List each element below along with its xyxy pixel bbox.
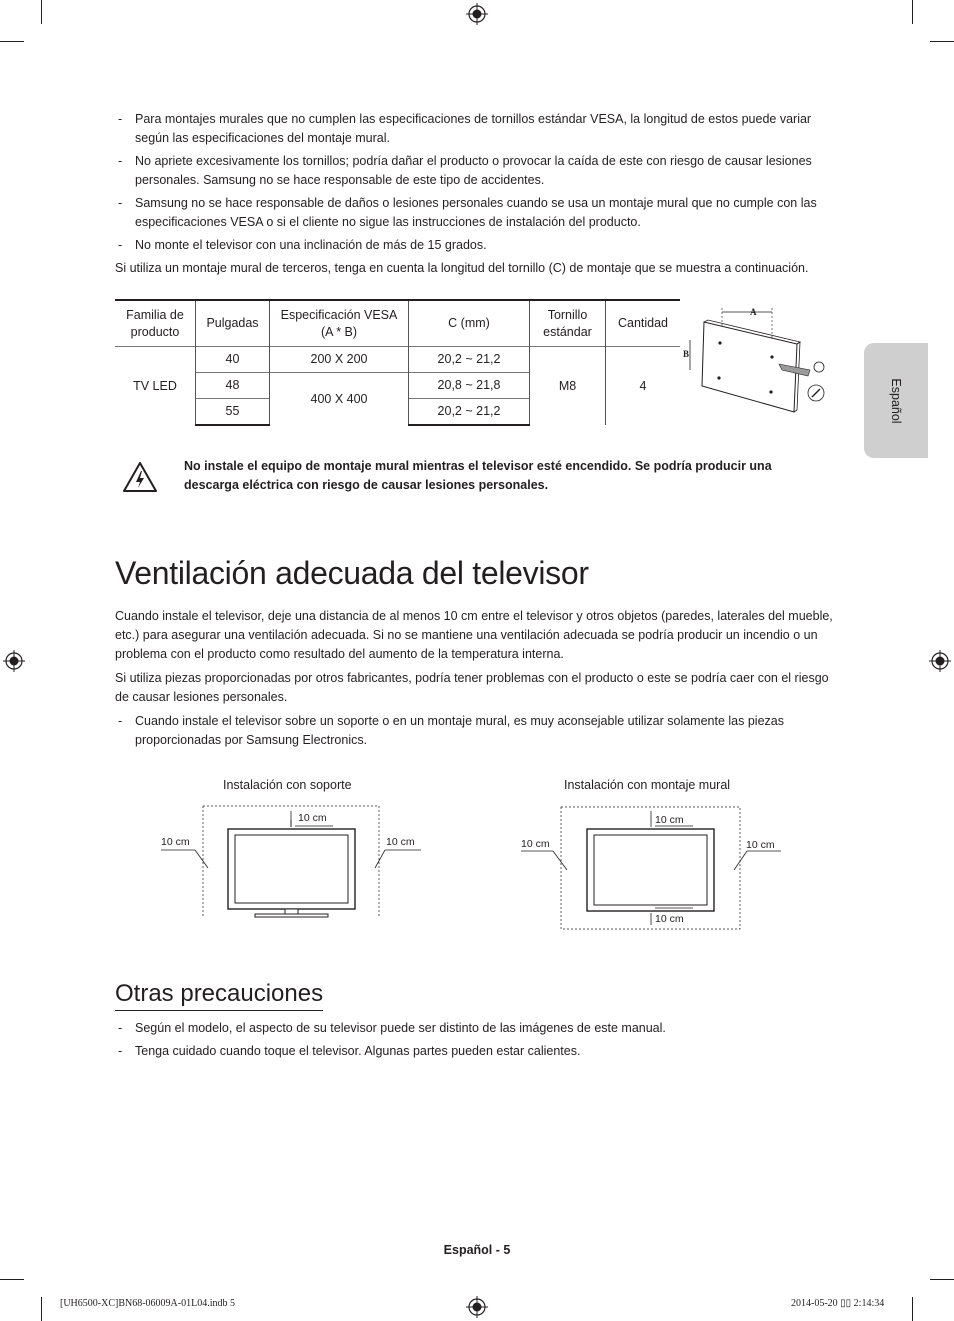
crop-mark — [930, 1279, 954, 1280]
c-mm-cell: 20,8 ~ 21,8 — [409, 373, 530, 399]
stand-diagram-title: Instalación con soporte — [223, 778, 352, 792]
crop-mark — [912, 1297, 913, 1321]
distance-label-left: 10 cm — [161, 836, 190, 848]
crop-mark — [0, 1279, 24, 1280]
bullet-text: Tenga cuidado cuando toque el televisor. Algunas partes pueden estar calientes. — [135, 1044, 581, 1058]
distance-label-right: 10 cm — [746, 839, 775, 851]
column-header: Especificación VESA (A * B) — [270, 300, 409, 347]
electric-warning-icon — [122, 461, 158, 493]
crop-mark — [41, 1297, 42, 1321]
paragraph: Si utiliza piezas proporcionadas por otros fabricantes, podría tener problemas con el producto o este se podría caer con el riesgo de causar lesiones personales. — [115, 671, 829, 704]
bullet-dash: - — [118, 112, 123, 126]
registration-mark-icon — [3, 650, 25, 672]
table-row — [115, 347, 680, 373]
distance-label-top: 10 cm — [298, 812, 327, 824]
bullet-text: Para montajes murales que no cumplen las especificaciones de tornillos estándar VESA, la longitud de estos puede variar según las especificaciones del montaje mural. — [135, 112, 812, 145]
bullet-dash: - — [118, 1021, 123, 1035]
wall-mount-diagram — [682, 300, 834, 425]
crop-mark — [930, 41, 954, 42]
wall-mount-notes — [115, 110, 837, 283]
language-side-tab — [864, 343, 928, 458]
vesa-cell: 200 X 200 — [270, 347, 409, 373]
registration-mark-icon — [466, 3, 488, 25]
column-header: Tornillo estándar — [530, 300, 606, 347]
imprint-file: [UH6500-XC]BN68-06009A-01L04.indb 5 — [60, 1298, 235, 1309]
bullet-dash: - — [118, 154, 123, 168]
column-header: Pulgadas — [196, 300, 270, 347]
distance-label-bottom: 10 cm — [655, 913, 684, 925]
bullet-dash: - — [118, 238, 123, 252]
stand-installation-diagram — [155, 798, 430, 920]
table-header-row — [115, 300, 680, 347]
bullet-text: Samsung no se hace responsable de daños o lesiones personales cuando se usa un montaje mural que no cumple con las especificaciones VESA o si el cliente no sigue las instrucciones de instalación del producto. — [135, 196, 817, 229]
inches-cell: 48 — [196, 373, 270, 399]
column-header: C (mm) — [409, 300, 530, 347]
list-item — [115, 236, 837, 255]
intro-paragraph: Si utiliza un montaje mural de terceros, tenga en cuenta la longitud del tornillo (C) de montaje que se muestra a continuación. — [115, 261, 809, 275]
inches-cell: 40 — [196, 347, 270, 373]
registration-mark-icon — [929, 650, 951, 672]
c-mm-cell: 20,2 ~ 21,2 — [409, 347, 530, 373]
list-item — [115, 1019, 837, 1038]
crop-mark — [0, 41, 24, 42]
bullet-dash: - — [118, 196, 123, 210]
list-item — [115, 110, 837, 148]
wall-installation-diagram — [515, 798, 790, 933]
ventilation-text — [115, 607, 837, 754]
subsection-title: Otras precauciones — [115, 980, 323, 1011]
distance-label-top: 10 cm — [655, 814, 684, 826]
crop-mark — [912, 0, 913, 24]
registration-mark-icon — [466, 1296, 488, 1318]
bullet-dash: - — [118, 714, 123, 728]
bullet-text: No apriete excesivamente los tornillos; podría dañar el producto o provocar la caída de este con riesgo de causar lesiones personales. Samsung no se hace responsable de este tipo de accidentes. — [135, 154, 812, 187]
bullet-text: No monte el televisor con una inclinación de más de 15 grados. — [135, 238, 487, 252]
family-cell: TV LED — [115, 347, 196, 426]
crop-mark — [41, 0, 42, 24]
bullet-text: Cuando instale el televisor sobre un soporte o en un montaje mural, es muy aconsejable utilizar solamente las piezas proporcionadas por Samsung Electronics. — [135, 714, 784, 747]
other-precautions-list — [115, 1019, 837, 1065]
column-header: Cantidad — [606, 300, 681, 347]
distance-label-right: 10 cm — [386, 836, 415, 848]
c-mm-cell: 20,2 ~ 21,2 — [409, 399, 530, 426]
wall-diagram-title: Instalación con montaje mural — [564, 778, 731, 792]
page-title: Ventilación adecuada del televisor — [115, 555, 589, 591]
page-footer: Español - 5 — [443, 1243, 511, 1257]
vesa-cell: 400 X 400 — [270, 373, 409, 426]
list-item — [115, 194, 837, 232]
bullet-dash: - — [118, 1044, 123, 1058]
imprint-date: 2014-05-20 ▯▯ 2:14:34 — [791, 1298, 885, 1309]
screw-cell: M8 — [530, 347, 606, 426]
bullet-text: Según el modelo, el aspecto de su televisor puede ser distinto de las imágenes de este manual. — [135, 1021, 666, 1035]
dimension-label-b: B — [683, 349, 690, 359]
quantity-cell: 4 — [606, 347, 681, 426]
dimension-label-a: A — [750, 307, 757, 317]
distance-label-left: 10 cm — [521, 838, 550, 850]
vesa-spec-table — [115, 299, 680, 426]
list-item — [115, 1042, 837, 1061]
warning-text: No instale el equipo de montaje mural mientras el televisor esté encendido. Se podría producir una descarga eléctrica con riesgo de causar lesiones personales. — [184, 459, 772, 492]
list-item — [115, 152, 837, 190]
list-item — [115, 712, 837, 750]
inches-cell: 55 — [196, 399, 270, 426]
paragraph: Cuando instale el televisor, deje una distancia de al menos 10 cm entre el televisor y otros objetos (paredes, laterales del mueble, etc.) para asegurar una ventilación adecuada. Si no se mantiene una ventilación adecuada se podría producir un incendio o un problema con el producto como resultado del aumento de la temperatura interna. — [115, 609, 833, 661]
column-header: Familia de producto — [115, 300, 196, 347]
side-tab-label: Español — [889, 377, 903, 424]
